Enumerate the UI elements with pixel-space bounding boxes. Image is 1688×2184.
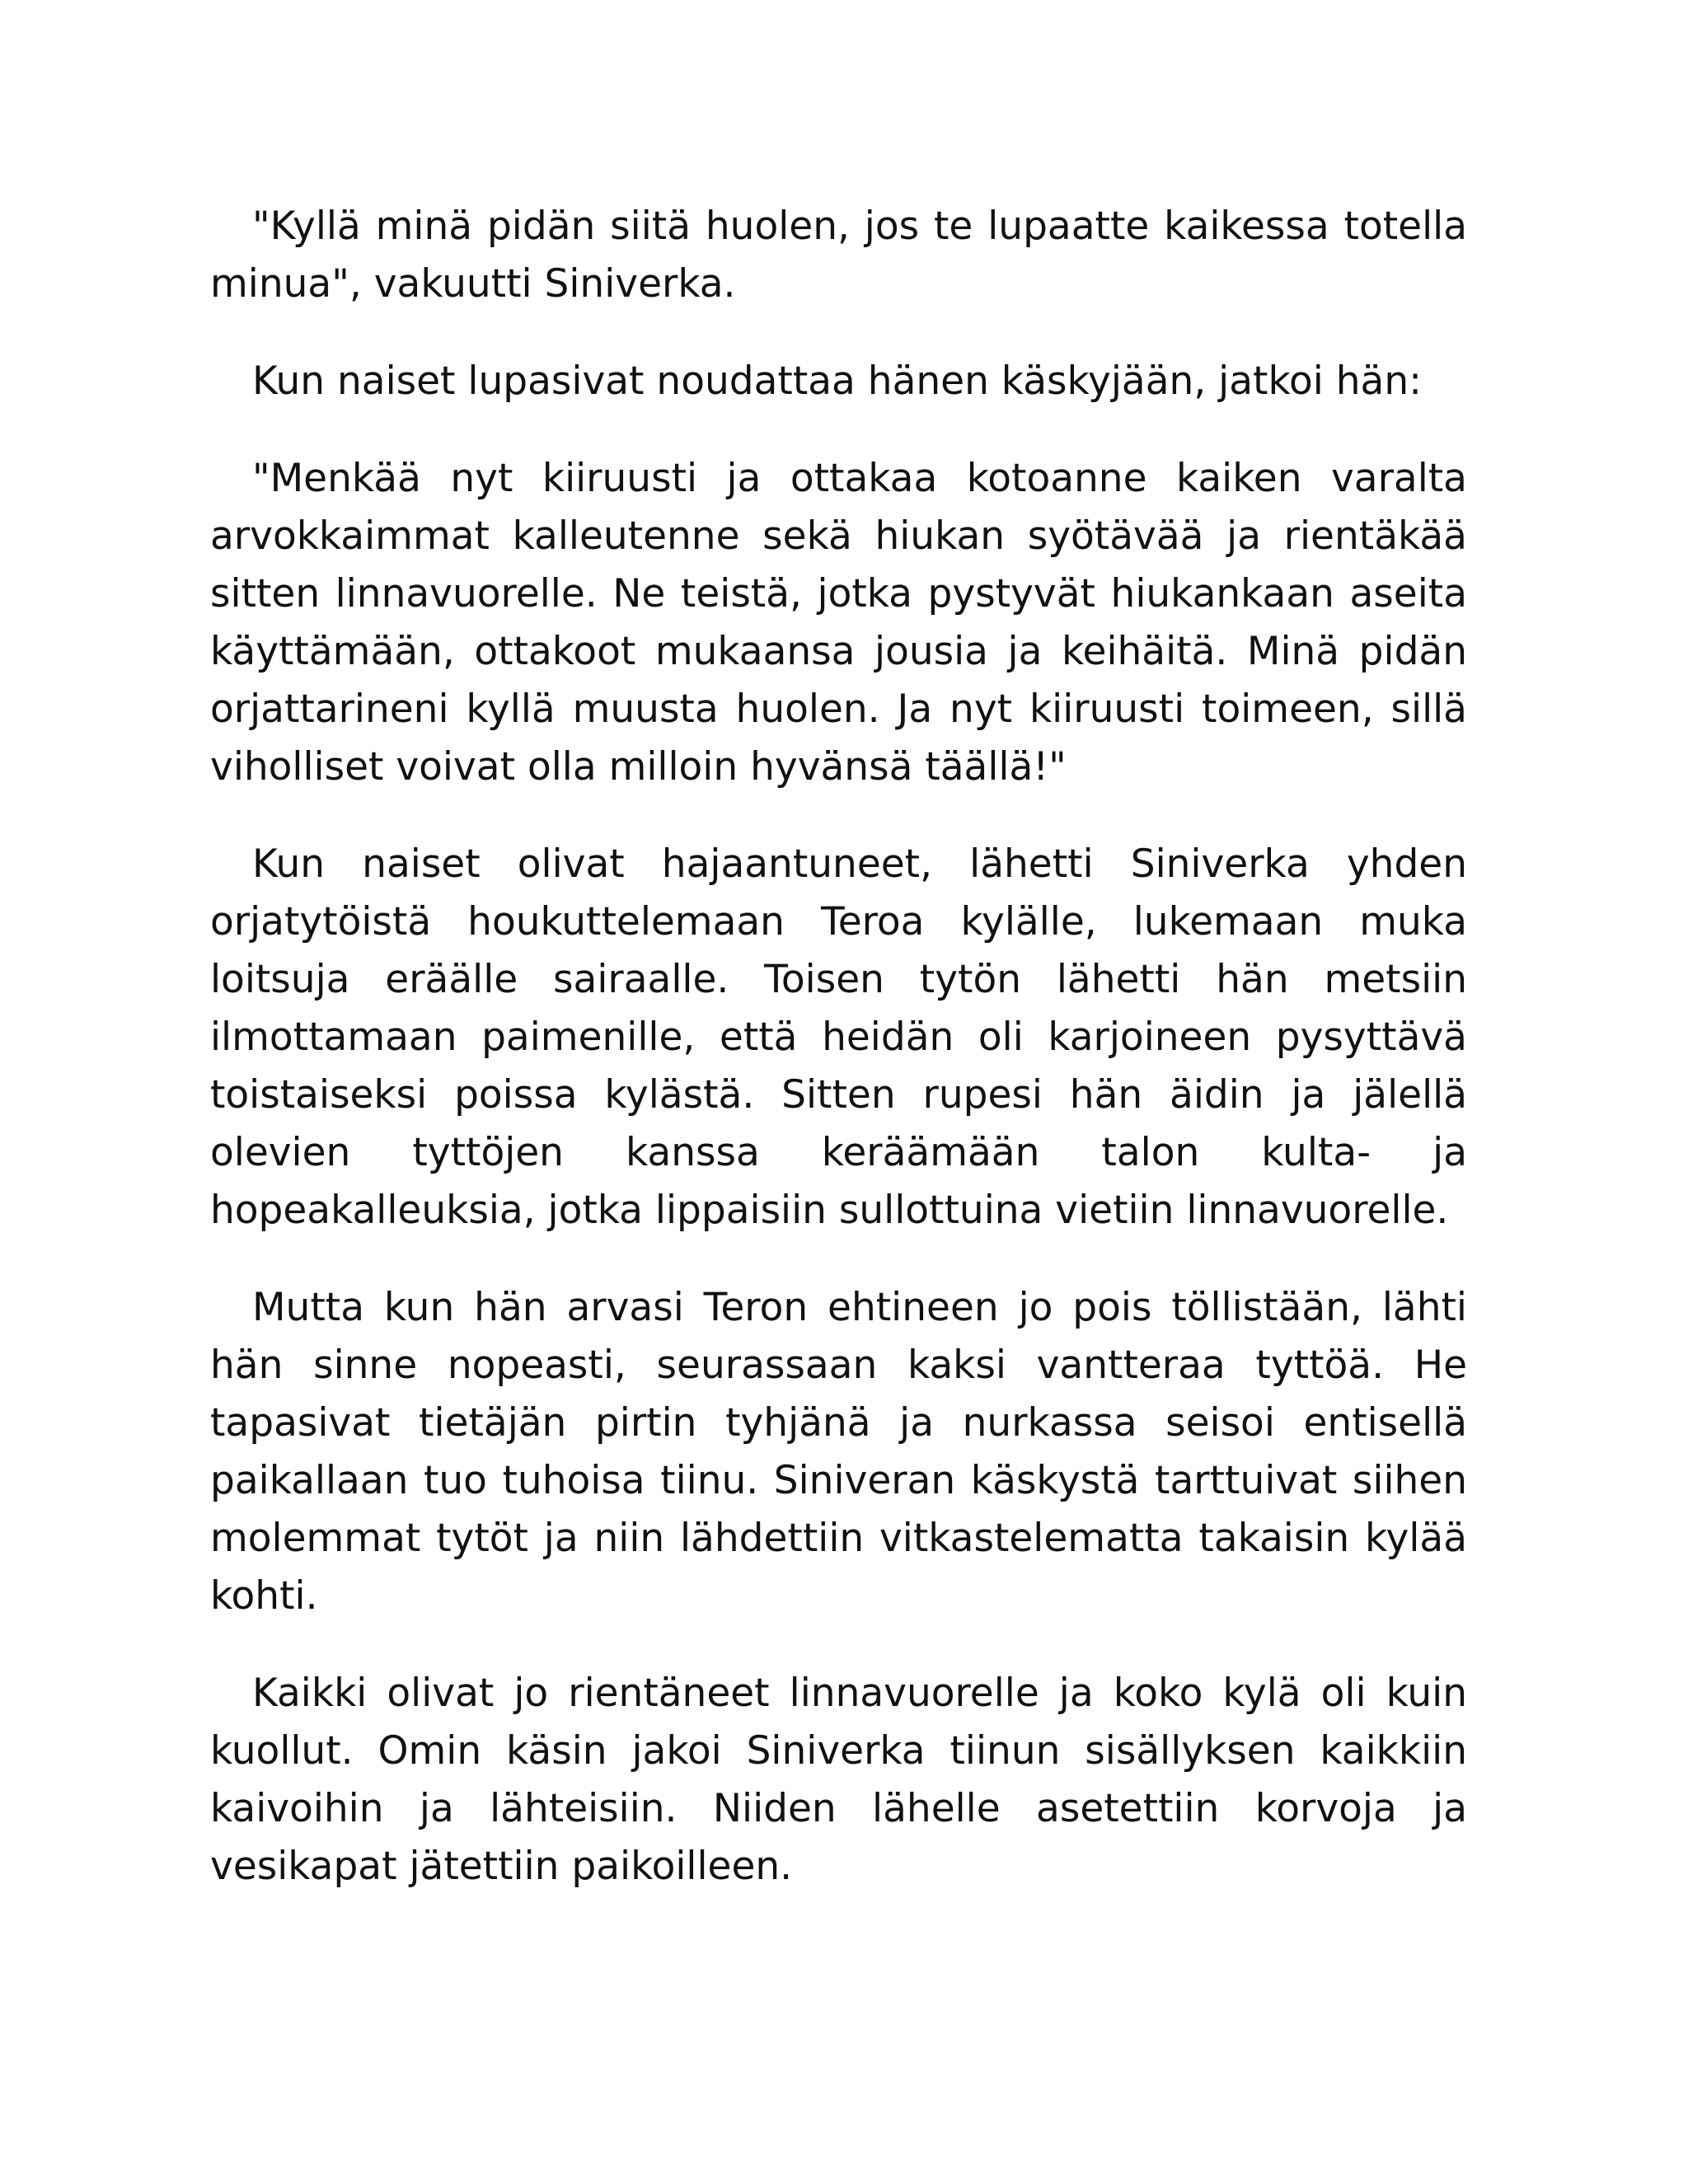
paragraph-6: Kaikki olivat jo rientäneet linnavuorelle ja koko kylä oli kuin kuollut. Omin käsin jakoi Siniverka tiinun sisällyksen kaikkiin kaivoihin ja lähteisiin. Niiden lähelle asetettiin korvoja ja vesikapat jätettiin paikoilleen. — [210, 1671, 1467, 1889]
document-page — [210, 198, 1467, 1935]
paragraph-1: "Kyllä minä pidän siitä huolen, jos te lupaatte kaikessa totella minua", vakuutti Siniverka. — [210, 204, 1467, 307]
paragraph-5: Mutta kun hän arvasi Teron ehtineen jo pois töllistään, lähti hän sinne nopeasti, seurassaan kaksi vantteraa tyttöä. He tapasivat tietäjän pirtin tyhjänä ja nurkassa seisoi entisellä paikallaan tuo tuhoisa tiinu. Siniveran käskystä tarttuivat siihen molemmat tytöt ja niin lähdettiin vitkastelematta takaisin kylää kohti. — [210, 1285, 1467, 1619]
paragraph-4: Kun naiset olivat hajaantuneet, lähetti Siniverka yhden orjatytöistä houkuttelemaan Teroa kylälle, lukemaan muka loitsuja eräälle sairaalle. Toisen tytön lähetti hän metsiin ilmottamaan paimenille, että heidän oli karjoineen pysyttävä toistaiseksi poissa kylästä. Sitten rupesi hän äidin ja jälellä olevien tyttöjen kanssa keräämään talon kulta- ja hopeakalleuksia, jotka lippaisiin sullottuina vietiin linnavuorelle. — [210, 841, 1467, 1233]
paragraph-3: "Menkää nyt kiiruusti ja ottakaa kotoanne kaiken varalta arvokkaimmat kalleutenne sekä hiukan syötävää ja rientäkää sitten linnavuorelle. Ne teistä, jotka pystyvät hiukankaan aseita käyttämään, ottakoot mukaansa jousia ja keihäitä. Minä pidän orjattarineni kyllä muusta huolen. Ja nyt kiiruusti toimeen, sillä viholliset voivat olla milloin hyvänsä täällä!" — [210, 456, 1467, 790]
paragraph-2: Kun naiset lupasivat noudattaa hänen käskyjään, jatkoi hän: — [252, 359, 1422, 404]
